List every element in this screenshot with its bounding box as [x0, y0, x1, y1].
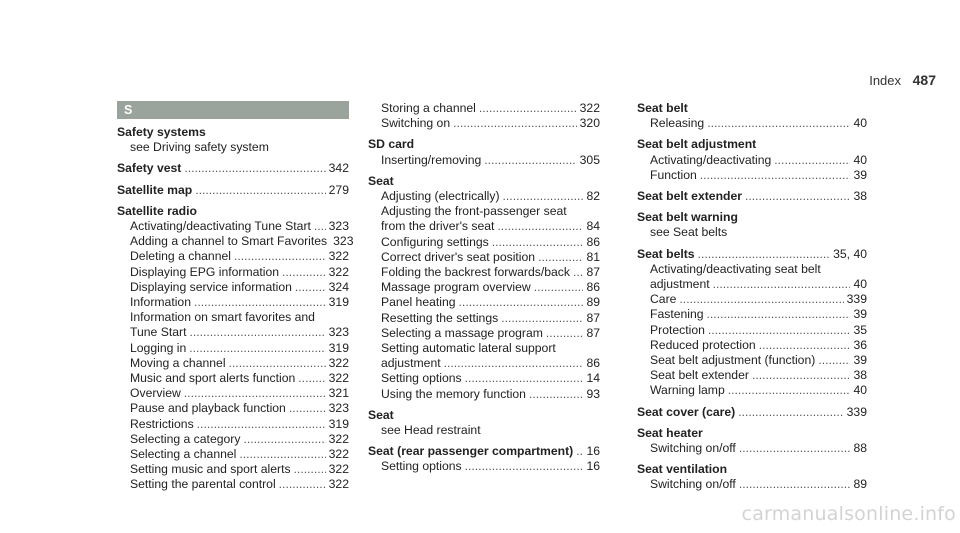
- subentry: [368, 280, 600, 295]
- leader-dots: [314, 219, 326, 234]
- index-entry: [368, 101, 600, 131]
- page-ref: 322: [328, 477, 349, 492]
- subentry-text: Setting options: [381, 371, 462, 386]
- page-ref: 322: [328, 447, 349, 462]
- page-ref: 323: [328, 325, 349, 340]
- subentry-text: Adjusting the front-passenger seat: [381, 204, 567, 219]
- leader-dots: [546, 326, 584, 341]
- leader-dots: [739, 441, 851, 456]
- leader-dots: [194, 295, 326, 310]
- subentry-text: Tune Start: [130, 325, 187, 340]
- leader-dots: [294, 462, 326, 477]
- index-entry: [637, 137, 867, 183]
- page-number: 487: [912, 72, 936, 88]
- page-ref: 16: [586, 459, 600, 474]
- subentry-text: Selecting a massage program: [381, 325, 543, 340]
- index-heading: [637, 405, 867, 420]
- subentry: [368, 387, 600, 402]
- leader-dots: [774, 153, 850, 168]
- subentry: [368, 356, 600, 371]
- page-ref: 324: [328, 279, 349, 294]
- subentry: [637, 153, 867, 168]
- page-ref: 322: [579, 101, 600, 115]
- leader-dots: [197, 417, 326, 432]
- leader-dots: [573, 265, 583, 280]
- subentry-text: Setting automatic lateral support: [381, 341, 556, 356]
- page-ref: 305: [579, 152, 600, 167]
- subentry: [637, 116, 867, 131]
- watermark: carmanualsonline.info: [741, 503, 956, 525]
- page-ref: 87: [586, 325, 600, 340]
- leader-dots: [698, 247, 831, 262]
- index-heading: [117, 183, 349, 198]
- index-entry: [637, 210, 867, 240]
- subentry-text: Inserting/removing: [381, 152, 482, 167]
- index-heading: Seat heater: [637, 425, 703, 440]
- subentry-text: Care: [650, 292, 677, 307]
- leader-dots: [479, 101, 577, 116]
- index-entry: [368, 408, 600, 438]
- subentry-text: Correct driver's seat position: [381, 249, 536, 264]
- index-heading-text: Seat belts: [637, 246, 695, 261]
- subentry: [117, 432, 349, 447]
- see-reference: see Seat belts: [650, 225, 728, 240]
- leader-dots: [243, 432, 325, 447]
- page-ref: 40: [853, 116, 867, 131]
- index-entry: [637, 247, 867, 399]
- page-ref: 279: [328, 182, 349, 197]
- index-entry: [637, 462, 867, 492]
- subentry-text: Switching on/off: [650, 477, 736, 492]
- page-ref: 323: [328, 219, 349, 234]
- leader-dots: [818, 353, 850, 368]
- subentry-text: Overview: [130, 386, 181, 401]
- subentry: [117, 417, 349, 432]
- subentry-text: Displaying service information: [130, 279, 292, 294]
- subentry-text: Moving a channel: [130, 355, 226, 370]
- leader-dots: [728, 383, 851, 398]
- subentry: [637, 277, 867, 292]
- subentry-text: Selecting a channel: [130, 447, 237, 462]
- subentry-text: Activating/deactivating Tune Start: [130, 219, 311, 234]
- subentry: [117, 447, 349, 462]
- subentry-text: Selecting a category: [130, 431, 241, 446]
- subentry: [637, 338, 867, 353]
- subentry-text: Reduced protection: [650, 337, 756, 352]
- subentry-text: Folding the backrest forwards/back: [381, 265, 570, 280]
- subentry-text: Switching on/off: [650, 441, 736, 456]
- page-ref: 40: [853, 152, 867, 167]
- subentry-text: Function: [650, 167, 697, 182]
- leader-dots: [195, 183, 325, 198]
- leader-dots: [707, 116, 850, 131]
- leader-dots: [295, 280, 326, 295]
- subentry-text: Information: [130, 295, 191, 310]
- subentry-text: Information on smart favorites and: [130, 310, 315, 325]
- subentry-text: Switching on: [381, 116, 451, 131]
- subentry-text: Warning lamp: [650, 383, 725, 398]
- subentry: [117, 341, 349, 356]
- subentry-text: Logging in: [130, 340, 187, 355]
- subentry-text: Adjusting (electrically): [381, 189, 500, 204]
- page-ref: 82: [586, 189, 600, 204]
- leader-dots: [745, 189, 850, 204]
- subentry-text: Resetting the settings: [381, 310, 499, 325]
- leader-dots: [189, 341, 325, 356]
- leader-dots: [497, 219, 583, 234]
- subentry-text: adjustment: [381, 356, 441, 371]
- subentry: [368, 101, 600, 116]
- subentry-text: Adding a channel to Smart Favorites: [130, 234, 328, 249]
- index-heading: [637, 247, 867, 262]
- subentry: [368, 116, 600, 131]
- subentry: [368, 250, 600, 265]
- subentry: [117, 356, 349, 371]
- page-ref: 14: [586, 371, 600, 386]
- leader-dots: [484, 153, 576, 168]
- subentry-text: from the driver's seat: [381, 219, 495, 234]
- page-ref: 40: [853, 383, 867, 398]
- leader-dots: [492, 235, 584, 250]
- page-ref: 322: [328, 371, 349, 386]
- leader-dots: [229, 356, 326, 371]
- index-heading: Seat: [368, 173, 394, 188]
- leader-dots: [708, 323, 851, 338]
- index-column-3: [637, 101, 867, 499]
- leader-dots: [465, 371, 584, 386]
- leader-dots: [444, 356, 584, 371]
- leader-dots: [501, 311, 583, 326]
- subentry-text: Music and sport alerts function: [130, 371, 296, 386]
- subentry: [117, 477, 349, 492]
- subentry: [117, 462, 349, 477]
- index-heading-text: Satellite map: [117, 182, 193, 197]
- page-ref: 323: [328, 401, 349, 416]
- subentry: [637, 292, 867, 307]
- page-ref: 39: [853, 167, 867, 182]
- leader-dots: [234, 249, 326, 264]
- index-heading-text: Seat (rear passenger compartment): [368, 444, 574, 459]
- subentry-text: adjustment: [650, 277, 710, 292]
- page-ref: 339: [846, 292, 867, 307]
- leader-dots: [707, 307, 851, 322]
- subentry-text: Activating/deactivating: [650, 152, 772, 167]
- index-column-1: [117, 101, 354, 499]
- leader-dots: [503, 189, 584, 204]
- index-heading-text: Seat belt extender: [637, 189, 742, 204]
- page-header: [869, 72, 936, 88]
- leader-dots: [239, 447, 325, 462]
- subentry: [368, 326, 600, 341]
- index-entry: [637, 101, 867, 131]
- page-ref: 86: [586, 234, 600, 249]
- see-reference: see Driving safety system: [130, 140, 269, 155]
- page-ref: 35: [853, 322, 867, 337]
- index-heading: SD card: [368, 137, 415, 152]
- page-ref: 322: [328, 462, 349, 477]
- index-entry: [117, 203, 354, 493]
- subentry-text: Configuring settings: [381, 234, 489, 249]
- page-ref: 89: [853, 477, 867, 492]
- page-ref: 319: [328, 416, 349, 431]
- leader-dots: [700, 168, 851, 183]
- subentry: [637, 307, 867, 322]
- subentry: [368, 219, 600, 234]
- page-ref: 86: [586, 356, 600, 371]
- subentry: [368, 235, 600, 250]
- index-heading: Seat belt warning: [637, 210, 738, 225]
- leader-dots: [529, 387, 583, 402]
- subentry: [637, 383, 867, 398]
- page-ref: 93: [586, 386, 600, 401]
- page-ref: 319: [328, 295, 349, 310]
- subentry-text: Setting the parental control: [130, 477, 276, 492]
- index-heading: Safety systems: [117, 125, 206, 139]
- leader-dots: [759, 338, 851, 353]
- subentry-text: Using the memory function: [381, 386, 526, 401]
- leader-dots: [713, 277, 851, 292]
- subentry: [637, 368, 867, 383]
- index-heading: Seat: [368, 407, 394, 422]
- page-ref: 322: [328, 249, 349, 264]
- subentry: [368, 295, 600, 310]
- see-reference: see Head restraint: [381, 423, 481, 438]
- subentry: [117, 265, 349, 280]
- leader-dots: [752, 368, 851, 383]
- subentry: [117, 234, 354, 249]
- subentry-text: Fastening: [650, 307, 704, 322]
- index-entry: [368, 137, 600, 167]
- index-heading: Seat belt adjustment: [637, 137, 757, 152]
- page-ref: 323: [333, 234, 354, 249]
- index-heading: [117, 161, 349, 176]
- index-heading-text: Safety vest: [117, 161, 182, 176]
- leader-dots: [279, 477, 326, 492]
- leader-dots: [189, 325, 325, 340]
- subentry: [637, 353, 867, 368]
- page-ref: 87: [586, 310, 600, 325]
- page-ref: 16: [586, 444, 600, 459]
- subentry: [117, 371, 349, 386]
- page-ref: 342: [328, 161, 349, 176]
- subentry: [368, 311, 600, 326]
- subentry: [117, 249, 349, 264]
- subentry-text: Pause and playback function: [130, 401, 286, 416]
- subentry-text: Deleting a channel: [130, 249, 231, 264]
- leader-dots: [184, 161, 325, 176]
- subentry: [368, 153, 600, 168]
- page-ref: 35, 40: [833, 246, 867, 261]
- subentry-text: Seat belt extender: [650, 368, 749, 383]
- subentry: [117, 386, 349, 401]
- page-ref: 320: [579, 116, 600, 131]
- page-ref: 321: [328, 386, 349, 401]
- page-ref: 38: [853, 368, 867, 383]
- index-entry: [117, 161, 349, 176]
- index-heading: Seat belt: [637, 101, 688, 115]
- leader-dots: [289, 401, 326, 416]
- leader-dots: [282, 265, 326, 280]
- leader-dots: [534, 280, 584, 295]
- index-heading: Seat ventilation: [637, 462, 728, 477]
- subentry: [637, 168, 867, 183]
- page-ref: 322: [328, 355, 349, 370]
- leader-dots: [459, 295, 584, 310]
- page-ref: 322: [328, 431, 349, 446]
- subentry: [368, 189, 600, 204]
- subentry-text: Releasing: [650, 116, 705, 131]
- page-ref: 40: [853, 277, 867, 292]
- leader-dots: [679, 292, 843, 307]
- leader-dots: [184, 386, 326, 401]
- page-ref: 39: [853, 353, 867, 368]
- subentry-text: Setting options: [381, 459, 462, 474]
- subentry-text: Seat belt adjustment (function): [650, 353, 816, 368]
- index-heading: [368, 444, 600, 459]
- index-heading: Satellite radio: [117, 203, 197, 218]
- subentry: [368, 459, 600, 474]
- subentry: [637, 477, 867, 492]
- subentry-text: Panel heating: [381, 295, 456, 310]
- index-entry: [117, 183, 349, 198]
- index-entry: [368, 444, 600, 474]
- leader-dots: [453, 116, 577, 131]
- page-ref: 339: [846, 404, 867, 419]
- subentry: [637, 323, 867, 338]
- subentry: [117, 295, 349, 310]
- subentry-text: Storing a channel: [381, 101, 476, 115]
- subentry-text: Protection: [650, 322, 705, 337]
- page-ref: 84: [586, 219, 600, 234]
- leader-dots: [538, 250, 583, 265]
- subentry-text: Massage program overview: [381, 280, 531, 295]
- subentry-text: Activating/deactivating seat belt: [650, 261, 821, 276]
- page-ref: 319: [328, 340, 349, 355]
- index-entry: [368, 174, 600, 402]
- index-label: Index: [869, 73, 902, 88]
- leader-dots: [738, 405, 843, 420]
- page-ref: 322: [328, 264, 349, 279]
- section-letter-bar: S: [117, 101, 349, 119]
- subentry: [368, 265, 600, 280]
- subentry: [368, 371, 600, 386]
- page-ref: 39: [853, 307, 867, 322]
- page-ref: 38: [853, 189, 867, 204]
- page-ref: 81: [586, 249, 600, 264]
- subentry: [637, 441, 867, 456]
- page-ref: 87: [586, 265, 600, 280]
- subentry: [117, 325, 349, 340]
- page-ref: 86: [586, 280, 600, 295]
- leader-dots: [576, 444, 583, 459]
- subentry-text: Displaying EPG information: [130, 264, 280, 279]
- index-column-2: [368, 101, 600, 481]
- leader-dots: [298, 371, 325, 386]
- page-ref: 89: [586, 295, 600, 310]
- leader-dots: [465, 459, 584, 474]
- subentry: [117, 219, 349, 234]
- subentry: [117, 280, 349, 295]
- page-ref: 88: [853, 441, 867, 456]
- index-heading: [637, 189, 867, 204]
- subentry-text: Restrictions: [130, 416, 194, 431]
- index-entry: [637, 189, 867, 204]
- index-entry: [117, 125, 349, 155]
- leader-dots: [739, 477, 851, 492]
- index-heading-text: Seat cover (care): [637, 404, 736, 419]
- page-ref: 36: [853, 337, 867, 352]
- index-entry: [637, 405, 867, 420]
- subentry: [117, 401, 349, 416]
- subentry-text: Setting music and sport alerts: [130, 462, 291, 477]
- index-entry: [637, 426, 867, 456]
